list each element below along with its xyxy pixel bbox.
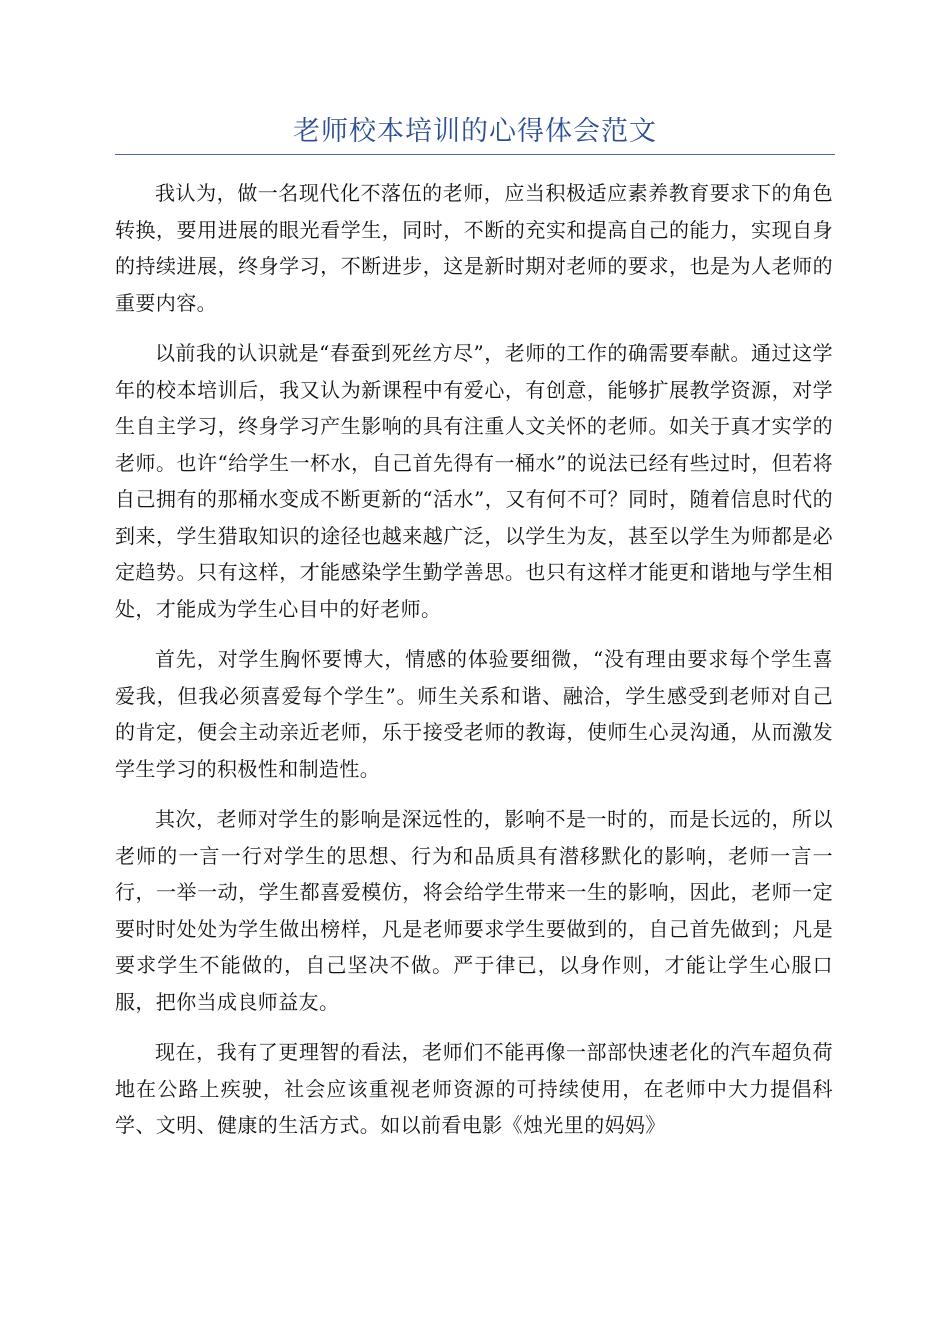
title-underline (115, 154, 835, 155)
paragraph: 以前我的认识就是“春蚕到死丝方尽”，老师的工作的确需要奉献。通过这学年的校本培训后，我又认为新课程中有爱心，有创意，能够扩展教学资源，对学生自主学习，终身学习产生影响的具有注重人文关怀的老师。如关于真才实学的老师。也许“给学生一杯水，自己首先得有一桶水”的说法已经有些过时，但若将自己拥有的那桶水变成不断更新的“活水”，又有何不可？同时，随着信息时代的到来，学生猎取知识的途径也越来越广泛，以学生为友，甚至以学生为师都是必定趋势。只有这样，才能感染学生勤学善思。也只有这样才能更和谐地与学生相处，才能成为学生心目中的好老师。 (115, 341, 833, 621)
paragraph: 现在，我有了更理智的看法，老师们不能再像一部部快速老化的汽车超负荷地在公路上疾驶，社会应该重视老师资源的可持续使用，在老师中大力提倡科学、文明、健康的生活方式。如以前看电影《烛光里的妈妈》 (115, 1040, 833, 1137)
paragraph: 我认为，做一名现代化不落伍的老师，应当积极适应素养教育要求下的角色转换，要用进展的眼光看学生，同时，不断的充实和提高自己的能力，实现自身的持续进展，终身学习，不断进步，这是新时期对老师的要求，也是为人老师的重要内容。 (115, 181, 833, 315)
paragraph: 首先，对学生胸怀要博大，情感的体验要细微，“没有理由要求每个学生喜爱我，但我必须喜爱每个学生”。师生关系和谐、融洽，学生感受到老师对自己的肯定，便会主动亲近老师，乐于接受老师的教诲，使师生心灵沟通，从而激发学生学习的积极性和制造性。 (115, 647, 833, 781)
document-body (115, 175, 833, 1158)
paragraph: 其次，老师对学生的影响是深远性的，影响不是一时的，而是长远的，所以老师的一言一行对学生的思想、行为和品质具有潜移默化的影响，老师一言一行，一举一动，学生都喜爱模仿，将会给学生带来一生的影响，因此，老师一定要时时处处为学生做出榜样，凡是老师要求学生要做到的，自己首先做到；凡是要求学生不能做的，自己坚决不做。严于律已，以身作则，才能让学生心服口服，把你当成良师益友。 (115, 807, 833, 1014)
document-title: 老师校本培训的心得体会范文 (293, 116, 657, 147)
